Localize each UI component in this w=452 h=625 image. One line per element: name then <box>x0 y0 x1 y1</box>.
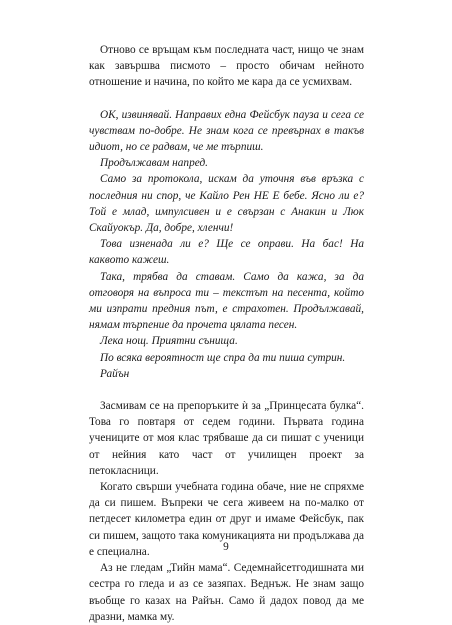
paragraph: Аз не гледам „Тийн мама“. Седемнайсетгодишната ми сестра го гледа и аз се зазяпах. Веднъж. Не знам защо въобще го казах на Райън. Само й дадох повод да ме дразни, мамка му. <box>89 562 364 623</box>
letter-paragraph: Така, трябва да ставам. Само да кажа, за да отговоря на въпроса ти – текстът на песента, който ми изпрати предния път, е страхотен. Продължавай, нямам търпение да прочета цялата песен. <box>89 270 364 332</box>
body-text <box>89 42 364 625</box>
letter-paragraph: По всяка вероятност ще спра да ти пиша сутрин. <box>100 351 346 364</box>
letter-paragraph: Продължавам напред. <box>100 157 208 170</box>
letter-paragraph: ОК, извинявай. Направих една Фейсбук пауза и сега се чувствам по-добре. Не знам кога се превърнах в такъв идиот, но се радвам, че ме търпиш. <box>89 108 364 154</box>
paragraph: Когато свърши учебната година обаче, ние не спряхме да си пишем. Въпреки че сега живеем на по-малко от петдесет километра един от друг и имаме Фейсбук, пак си пишем, защото така комуникацията ни продължава да е специална. <box>89 481 364 558</box>
letter-signature: Райън <box>100 367 130 380</box>
paragraph: Отново се връщам към последната част, нищо че знам как завършва писмото – просто обичам нейното отношение и начина, по който ме кара да се усмихвам. <box>89 44 364 89</box>
letter-paragraph: Само за протокола, искам да уточня във връзка с последния ни спор, че Кайло Рен НЕ Е бебе. Ясно ли е? Той е млад, импулсивен и е свързан с Анакин и Люк Скайуокър. Да, добре, хленчи! <box>89 173 364 235</box>
letter-paragraph: Това изненада ли е? Ще се оправи. На бас! На каквото кажеш. <box>89 238 364 267</box>
letter-paragraph: Лека нощ. Приятни сънища. <box>100 335 238 348</box>
page-number: 9 <box>223 541 229 553</box>
paragraph: Засмивам се на препоръките ѝ за „Принцесата булка“. Това го повтаря от седем години. Първата година учениците от моя клас трябваше да си пишат с ученици от нейния като част от училищен проект за петокласници. <box>89 400 364 477</box>
